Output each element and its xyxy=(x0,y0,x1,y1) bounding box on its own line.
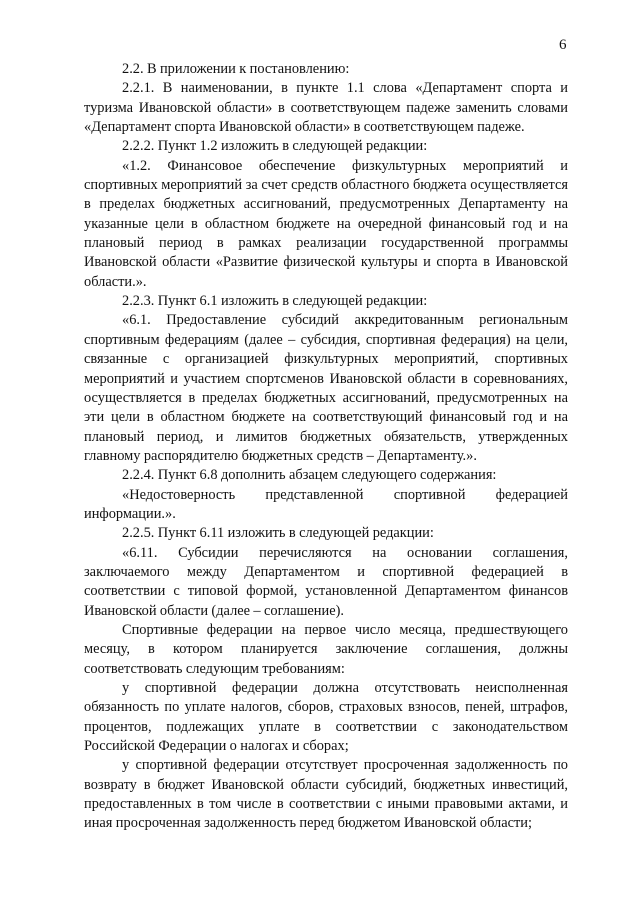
page-number: 6 xyxy=(559,37,567,53)
paragraph-requirement-debt: у спортивной федерации отсутствует просроченная задолженность по возврату в бюджет Ивановской области субсидий, бюджетных инвестиций, предоставленных в том числе в соответствии с иными правовыми актами, и иная просроченная задолженность перед бюджетом Ивановской области; xyxy=(84,757,568,832)
paragraph-6-8-addition: «Недостоверность представленной спортивной федерацией информации.». xyxy=(84,486,568,522)
paragraph-2-2: 2.2. В приложении к постановлению: xyxy=(122,61,350,77)
paragraph-requirements-intro: Спортивные федерации на первое число месяца, предшествующего месяцу, в котором планируется заключение соглашения, должны соответствовать следующим требованиям: xyxy=(84,621,568,677)
paragraph-6-11-text: «6.11. Субсидии перечисляются на основании соглашения, заключаемого между Департаментом и спортивной федерацией в соответствии с типовой формой, установленной Департаментом финансов Ивановской области (далее – соглашение). xyxy=(84,544,568,619)
paragraph-2-2-1: 2.2.1. В наименовании, в пункте 1.1 слова «Департамент спорта и туризма Ивановской области» в соответствующем падеже заменить словами «Департамент спорта Ивановской области» в соответствующем падеже. xyxy=(84,80,568,136)
paragraph-6-1-text: «6.1. Предоставление субсидий аккредитованным региональным спортивным федерациям (далее – субсидия, спортивная федерация) на цели, связанные с организацией физкультурных мероприятий, спортивных мероприятий и участием спортсменов Ивановской области в соревнованиях, осуществляется в пределах бюджетных ассигнований, предусмотренных на эти цели в областном бюджете на соответствующий финансовый год и на плановый период, и лимитов бюджетных обязательств, утвержденных главному распорядителю бюджетных средств – Департаменту.». xyxy=(84,312,568,464)
paragraph-2-2-4: 2.2.4. Пункт 6.8 дополнить абзацем следующего содержания: xyxy=(122,467,497,484)
document-body xyxy=(84,60,568,834)
paragraph-2-2-5: 2.2.5. Пункт 6.11 изложить в следующей редакции: xyxy=(122,525,434,542)
paragraph-1-2-text: «1.2. Финансовое обеспечение физкультурных мероприятий и спортивных мероприятий за счет средств областного бюджета осуществляется в пределах бюджетных ассигнований, предусмотренных Департаменту на указанные цели в областном бюджете на очередной финансовый год и на плановый период в рамках реализации государственной программы Ивановской области «Развитие физической культуры и спорта в Ивановской области.». xyxy=(84,157,568,290)
paragraph-2-2-2: 2.2.2. Пункт 1.2 изложить в следующей редакции: xyxy=(122,138,428,155)
paragraph-requirement-taxes: у спортивной федерации должна отсутствовать неисполненная обязанность по уплате налогов, сборов, страховых взносов, пеней, штрафов, процентов, подлежащих уплате в соответствии с законодательством Российской Федерации о налогах и сборах; xyxy=(84,680,568,755)
paragraph-2-2-3: 2.2.3. Пункт 6.1 изложить в следующей редакции: xyxy=(122,293,428,310)
